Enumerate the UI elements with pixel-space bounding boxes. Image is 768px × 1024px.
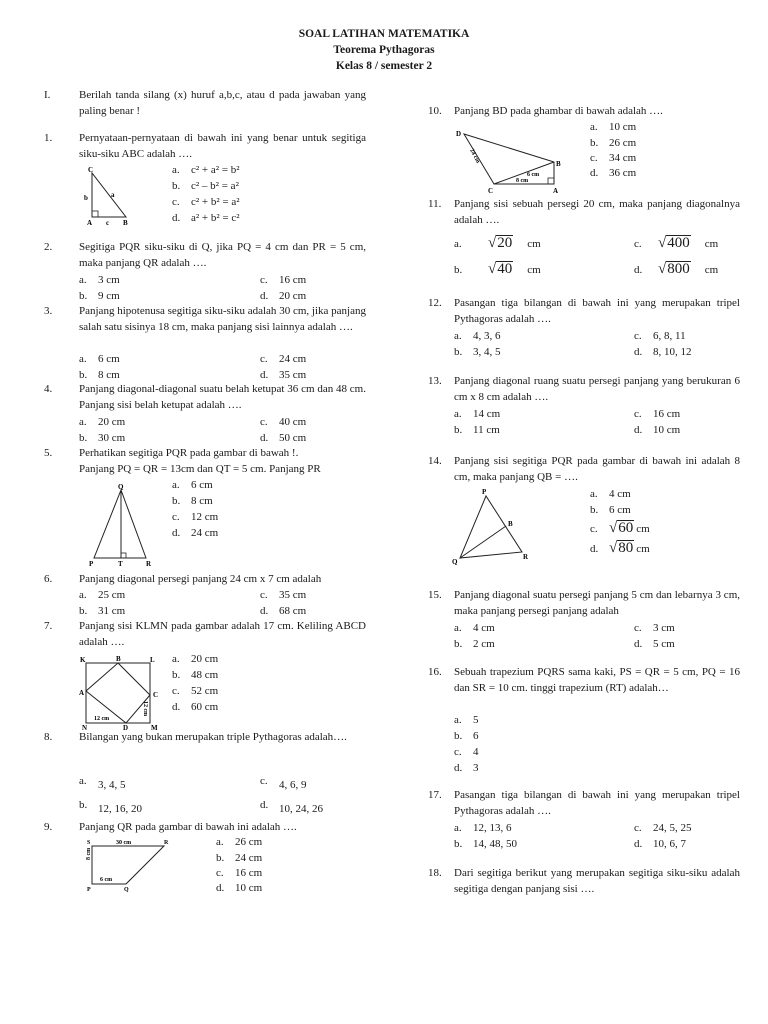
option-b[interactable]: b. 6 (454, 730, 479, 742)
option-c[interactable]: c. 16 cm (216, 867, 263, 879)
fig-label: 12 cm (142, 701, 148, 717)
option-b[interactable]: b. 30 cm (79, 432, 126, 444)
fig-label: P (89, 560, 94, 568)
option-a[interactable]: a. 6 cm (79, 353, 120, 365)
question-number: 2. (44, 241, 53, 253)
sqrt-expression: √800 (658, 261, 690, 277)
option-b[interactable]: b. 2 cm (454, 638, 495, 650)
option-b[interactable]: b. 8 cm (172, 495, 213, 507)
question-4 (44, 382, 366, 444)
sqrt-expression: √60 (609, 520, 634, 536)
question-text: Panjang QR pada gambar di bawah ini adalah …. (79, 821, 297, 833)
option-a[interactable]: a. 6 cm (172, 479, 213, 491)
question-text: Panjang diagonal suatu persegi panjang 5 cm dan lebarnya 3 cm, maka panjang persegi panjang adalah (454, 589, 740, 617)
question-number: 3. (44, 305, 53, 317)
fig-label: A (553, 187, 559, 195)
option-a[interactable]: a. √20 cm (454, 235, 541, 251)
question-text: Perhatikan segitiga PQR pada gambar di bawah !. Panjang PQ = QR = 13cm dan QT = 5 cm. Panjang PR (79, 447, 321, 475)
option-b[interactable]: b. 9 cm (79, 290, 120, 302)
question-text: Panjang sisi segitiga PQR pada gambar di bawah ini adalah 8 cm, maka panjang QB = …. (454, 455, 740, 483)
option-c[interactable]: c. 24 cm (260, 353, 307, 365)
page-title: SOAL LATIHAN MATEMATIKA (298, 28, 470, 40)
question-14 (428, 454, 740, 574)
fig-label: P (87, 887, 91, 892)
page-subtitle: Teorema Pythagoras (333, 44, 435, 56)
sqrt-expression: √20 (488, 235, 513, 251)
section-instruction (44, 88, 366, 120)
option-a[interactable]: a. 5 (454, 714, 479, 726)
sqrt-expression: √400 (658, 235, 690, 251)
option-c[interactable]: c. 6, 8, 11 (634, 330, 686, 342)
fig-label: a (111, 191, 115, 199)
question-text: Dari segitiga berikut yang merupakan segitiga siku-siku adalah segitiga dengan panjang sisi …. (454, 867, 740, 895)
question-number: 8. (44, 731, 53, 743)
option-a[interactable]: a. 4 cm (590, 488, 631, 500)
option-d[interactable]: d. 10, 24, 26 (260, 799, 323, 815)
option-d[interactable]: d. 36 cm (590, 167, 637, 179)
option-c[interactable]: c. 40 cm (260, 416, 307, 428)
question-text: Panjang hipotenusa segitiga siku-siku adalah 30 cm, jika panjang salah satu sisinya 18 cm, maka panjang sisi lainnya adalah …. (79, 305, 366, 333)
option-a[interactable]: a. 20 cm (172, 653, 219, 665)
fig-label: B (508, 520, 513, 528)
fig-label: R (523, 553, 529, 561)
question-2 (44, 240, 366, 302)
fig-label: K (80, 656, 86, 664)
fig-label: T (118, 560, 123, 568)
question-13 (428, 374, 740, 436)
fig-label: 24 cm (468, 148, 481, 165)
fig-label: c (106, 219, 110, 225)
option-b[interactable]: b. 24 cm (216, 852, 263, 864)
question-text: Panjang diagonal-diagonal suatu belah ketupat 36 cm dan 48 cm. Panjang sisi belah ketupat adalah …. (79, 383, 366, 411)
question-15 (428, 588, 740, 650)
option-c[interactable]: c. 16 cm (634, 408, 681, 420)
option-b[interactable]: b. √40 cm (454, 261, 541, 277)
fig-label: 6 cm (527, 172, 540, 178)
option-b[interactable]: b. 48 cm (172, 669, 219, 681)
question-number: 6. (44, 573, 53, 585)
question-text: Panjang diagonal persegi panjang 24 cm x 7 cm adalah (79, 573, 322, 585)
header (0, 26, 768, 74)
option-d[interactable]: d. 35 cm (260, 369, 307, 381)
question-number: 7. (44, 620, 53, 632)
sqrt-expression: √40 (488, 261, 513, 277)
option-d[interactable]: d. a² + b² = c² (172, 212, 240, 224)
option-a[interactable]: a. 12, 13, 6 (454, 822, 512, 834)
option-d[interactable]: d. 68 cm (260, 605, 307, 617)
option-c[interactable]: c. 4, 6, 9 (260, 775, 307, 791)
fig-label: 12 cm (94, 716, 110, 722)
fig-label: N (82, 724, 88, 731)
question-number: 4. (44, 383, 53, 395)
fig-label: B (116, 655, 121, 663)
question-number: 14. (428, 455, 442, 467)
question-10 (428, 104, 740, 198)
option-a[interactable]: a. 26 cm (216, 836, 263, 848)
option-a[interactable]: a. 4, 3, 6 (454, 330, 501, 342)
option-c[interactable]: c. 34 cm (590, 152, 637, 164)
question-12 (428, 296, 740, 358)
question-6 (44, 572, 366, 618)
question-number: 11. (428, 198, 442, 210)
question-17 (428, 788, 740, 850)
option-c[interactable]: c. 16 cm (260, 274, 307, 286)
fig-label: B (556, 160, 561, 168)
option-c[interactable]: c. c² + b² = a² (172, 196, 240, 208)
option-b[interactable]: b. 12, 16, 20 (79, 799, 142, 815)
option-b[interactable]: b. 3, 4, 5 (454, 346, 501, 358)
section-numeral: I. (44, 89, 51, 101)
question-text: Panjang BD pada ghambar di bawah adalah …. (454, 105, 663, 117)
question-11 (428, 197, 740, 281)
fig-label: 8 cm (86, 847, 92, 860)
question-1 (44, 131, 366, 231)
question-number: 13. (428, 375, 442, 387)
option-b[interactable]: b. 11 cm (454, 424, 500, 436)
option-c[interactable]: c. 24, 5, 25 (634, 822, 692, 834)
question-number: 1. (44, 132, 53, 144)
option-a[interactable]: a. 4 cm (454, 622, 495, 634)
option-b[interactable]: b. c² – b² = a² (172, 180, 239, 192)
question-7 (44, 619, 366, 729)
question-5 (44, 446, 366, 568)
question-number: 10. (428, 105, 442, 117)
option-c[interactable]: c. √400 cm (634, 235, 719, 251)
fig-label: M (151, 724, 158, 731)
option-a[interactable]: a. 10 cm (590, 121, 637, 133)
option-a[interactable]: a. 25 cm (79, 589, 126, 601)
question-text: Panjang diagonal ruang suatu persegi panjang yang berukuran 6 cm x 8 cm adalah …. (454, 375, 740, 403)
fig-label: S (87, 840, 91, 846)
fig-label: D (123, 724, 129, 731)
question-number: 12. (428, 297, 442, 309)
question-text: Bilangan yang bukan merupakan triple Pythagoras adalah…. (79, 731, 347, 743)
option-c[interactable]: c. 12 cm (172, 511, 219, 523)
question-text: Panjang sisi KLMN pada gambar adalah 17 cm. Keliling ABCD adalah …. (79, 620, 366, 648)
fig-label: C (88, 166, 94, 174)
option-b[interactable]: b. 14, 48, 50 (454, 838, 517, 850)
question-number: 5. (44, 447, 53, 459)
option-d[interactable]: d. 8, 10, 12 (634, 346, 692, 358)
option-c[interactable]: c. 4 (454, 746, 479, 758)
fig-label: L (150, 656, 155, 664)
fig-label: R (146, 560, 152, 568)
question-number: 15. (428, 589, 442, 601)
square-klmn-figure (78, 655, 164, 731)
question-text: Segitiga PQR siku-siku di Q, jika PQ = 4 cm dan PR = 5 cm, maka panjang QR adalah …. (79, 241, 366, 269)
question-text: Panjang sisi sebuah persegi 20 cm, maka panjang diagonalnya adalah …. (454, 198, 740, 226)
question-text: Pasangan tiga bilangan di bawah ini yang merupakan tripel Pythagoras adalah …. (454, 297, 740, 325)
option-b[interactable]: b. 8 cm (79, 369, 120, 381)
triangle-pqr-b-figure (452, 486, 536, 566)
question-number: 18. (428, 867, 442, 879)
fig-label: 6 cm (100, 877, 113, 883)
option-b[interactable]: b. 26 cm (590, 137, 637, 149)
fig-label: Q (118, 483, 124, 491)
option-d[interactable]: d. 60 cm (172, 701, 219, 713)
option-a[interactable]: a. c² + a² = b² (172, 164, 240, 176)
option-b[interactable]: b. 6 cm (590, 504, 631, 516)
triangle-pqr-figure (84, 482, 154, 568)
fig-label: 8 cm (516, 178, 529, 184)
triangle-abc-figure (82, 165, 132, 225)
option-d[interactable]: d. 20 cm (260, 290, 307, 302)
fig-label: B (123, 219, 128, 225)
option-d[interactable]: d. √800 cm (634, 261, 719, 277)
fig-label: b (84, 194, 88, 202)
sqrt-expression: √80 (609, 540, 634, 556)
fig-label: 30 cm (116, 840, 132, 846)
option-a[interactable]: a. 20 cm (79, 416, 126, 428)
question-text: Pernyataan-pernyataan di bawah ini yang benar untuk segitiga siku-siku ABC adalah …. (79, 132, 366, 160)
question-8 (44, 730, 366, 816)
question-3 (44, 304, 366, 382)
fig-label: A (79, 689, 85, 697)
question-18 (428, 866, 740, 900)
option-a[interactable]: a. 14 cm (454, 408, 501, 420)
fig-label: D (456, 130, 462, 138)
option-a[interactable]: a. 3 cm (79, 274, 120, 286)
option-d[interactable]: d. 5 cm (634, 638, 675, 650)
question-number: 9. (44, 821, 53, 833)
option-d[interactable]: d. √80 cm (590, 540, 650, 556)
option-c[interactable]: c. 3 cm (634, 622, 675, 634)
option-a[interactable]: a. 3, 4, 5 (79, 775, 126, 791)
question-9 (44, 820, 366, 900)
option-d[interactable]: d. 10 cm (216, 882, 263, 894)
fig-label: C (153, 691, 159, 699)
option-b[interactable]: b. 31 cm (79, 605, 126, 617)
question-number: 17. (428, 789, 442, 801)
question-16 (428, 665, 740, 775)
option-d[interactable]: d. 3 (454, 762, 479, 774)
option-d[interactable]: d. 10, 6, 7 (634, 838, 686, 850)
fig-label: C (488, 187, 494, 195)
option-d[interactable]: d. 10 cm (634, 424, 681, 436)
quadrilateral-dbca-figure (452, 126, 562, 198)
question-number: 16. (428, 666, 442, 678)
trapezoid-pqrs-figure (82, 836, 176, 892)
fig-label: Q (124, 887, 129, 892)
option-c[interactable]: c. √60 cm (590, 520, 650, 536)
question-text: Pasangan tiga bilangan di bawah ini yang merupakan tripel Pythagoras adalah …. (454, 789, 740, 817)
option-c[interactable]: c. 52 cm (172, 685, 219, 697)
instruction-text: Berilah tanda silang (x) huruf a,b,c, atau d pada jawaban yang paling benar ! (79, 89, 366, 117)
option-d[interactable]: d. 50 cm (260, 432, 307, 444)
question-text: Sebuah trapezium PQRS sama kaki, PS = QR = 5 cm, PQ = 16 dan SR = 10 cm. tinggi trapezium (RT) adalah… (454, 666, 740, 694)
fig-label: R (164, 840, 169, 846)
fig-label: A (87, 219, 93, 225)
class-info: Kelas 8 / semester 2 (335, 60, 433, 72)
option-d[interactable]: d. 24 cm (172, 527, 219, 539)
option-c[interactable]: c. 35 cm (260, 589, 307, 601)
fig-label: Q (452, 558, 458, 566)
fig-label: P (482, 488, 487, 496)
